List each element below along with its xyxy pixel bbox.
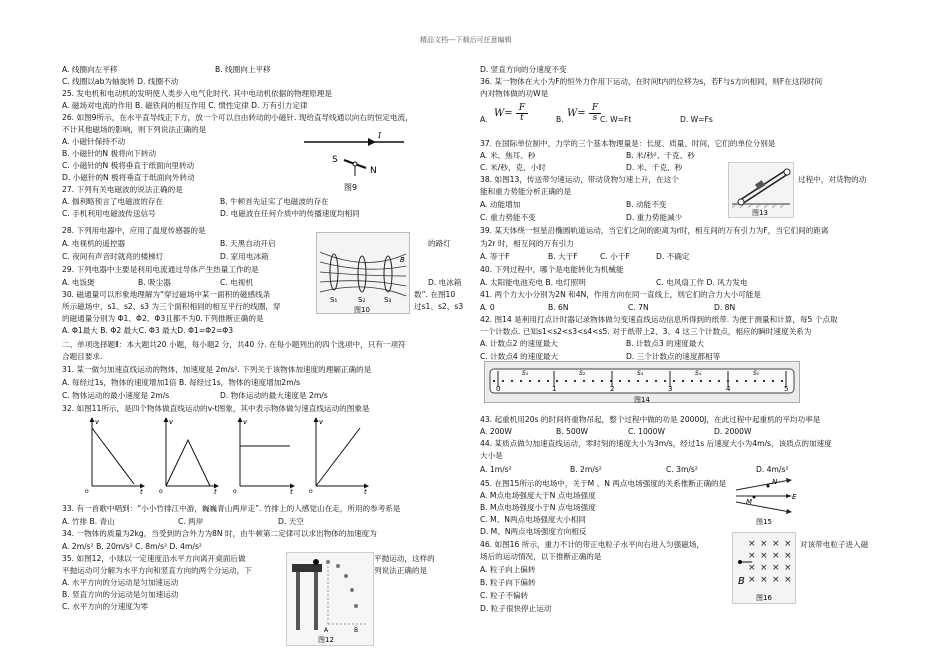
right-line: 38. 如图13，传送带匀速运动，带动货物匀速上升，在这个	[480, 175, 679, 184]
fig16-caption: 图16	[756, 594, 772, 602]
right-line: 内对物体做的功W是	[480, 89, 549, 98]
tape-dot	[646, 380, 648, 382]
tape-point-label: 0	[496, 385, 501, 393]
left-line: 数”. 在图10	[414, 290, 456, 299]
tape-dot	[511, 380, 513, 382]
tape-dot	[628, 380, 630, 382]
right-line: A. 等于F	[480, 252, 510, 261]
right-line: B. 动能不变	[626, 200, 667, 209]
left-line: 35. 如图12，小球以一定速度沿水平方向离开桌面后做	[62, 554, 246, 563]
right-line: 能和重力势能分析正确的是	[480, 187, 572, 196]
tape-dot	[709, 380, 711, 382]
svg-text:o: o	[309, 488, 313, 494]
left-line: 过s1、s2、s3	[414, 302, 464, 311]
left-line: 30. 磁通量可以形象地理解为“穿过磁场中某一面积的磁感线条	[62, 290, 271, 299]
right-line: C. 重力势能不变	[480, 213, 536, 222]
fig10-label-2: S₂	[358, 296, 366, 304]
fig10-label-b: B	[400, 256, 405, 264]
fig9-s-label: S	[332, 155, 338, 165]
left-line: A. Φ1最大 B. Φ2 最大C. Φ3 最大D. Φ1=Φ2=Φ3	[62, 326, 234, 335]
right-line: A. 粒子向上偏转	[480, 565, 536, 574]
left-line: A. 电视机的遥控器	[62, 239, 126, 248]
vt-graph-b	[159, 418, 218, 494]
right-line: A. 200W	[480, 427, 512, 436]
tape-dot	[673, 380, 675, 382]
right-line: D. 三个计数点的速度都相等	[626, 352, 721, 361]
b-field-cross: ×	[784, 563, 792, 573]
b-field-cross: ×	[748, 575, 756, 585]
tape-dot	[745, 380, 747, 382]
right-line: B. 500W	[556, 427, 589, 436]
formula-a-lhs: W=	[494, 108, 513, 119]
fig9-n-label: N	[370, 166, 377, 176]
right-line: 场后的运动情况，以下推断正确的是	[480, 552, 602, 561]
right-line: 过程中，对货物的动	[798, 175, 867, 184]
fig15-label-e: E	[792, 493, 797, 501]
right-line: A. M点电场强度大于N 点电场强度	[480, 491, 596, 500]
right-line: 42. 图14 是利用打点计时器记录物体做匀变速直线运动信息所得到的纸带. 为便于测量和计算，每5 个点取	[480, 315, 838, 324]
tape-dot	[754, 380, 756, 382]
figure-14	[484, 361, 800, 403]
left-line: A. 竹排 B. 青山	[62, 517, 115, 526]
left-line: A. 伽利略预言了电磁波的存在	[62, 197, 164, 206]
right-line: C. 3m/s²	[666, 465, 698, 474]
fig15-label-n: N	[772, 478, 778, 486]
svg-text:v: v	[95, 418, 100, 426]
left-line: D. 天空	[278, 517, 304, 526]
left-line: A. 每经过1s，物体的速度增加1倍 B. 每经过1s，物体的速度增加2m/s	[62, 378, 301, 387]
svg-text:t: t	[214, 488, 217, 494]
left-line: B. 牛顿首先证实了电磁波的存在	[220, 197, 329, 206]
left-line: 26. 如图9所示，在水平直导线正下方，放一个可以自由转动的小磁针. 现给直导线通以向右的恒定电流，	[62, 113, 413, 122]
b-field-cross: ×	[760, 575, 768, 585]
fig10-caption: 图10	[354, 306, 370, 314]
left-line: A. 线圈向左平移	[62, 65, 118, 74]
right-line: C. 1000W	[628, 427, 665, 436]
right-line: C. W=Ft	[600, 115, 632, 124]
fig16-label-b: B	[738, 576, 745, 587]
right-line: A. 太阳能电池充电 B. 电灯照明	[480, 278, 586, 287]
svg-text:t: t	[364, 488, 367, 494]
figure-10	[316, 232, 410, 314]
left-line: 的路灯	[428, 239, 451, 248]
tape-dot	[619, 380, 621, 382]
vt-graph-a	[85, 418, 144, 494]
left-line: 列说法正确的是	[374, 566, 428, 575]
vt-graph-d	[309, 418, 368, 494]
tape-seg-label: S₂	[579, 370, 586, 377]
figure-12	[286, 552, 374, 646]
tape-dot	[691, 380, 693, 382]
left-line: B. 吸尘器	[138, 278, 171, 287]
right-line: D. 竖直方向的分速度不变	[480, 65, 567, 74]
right-line: B. 大于F	[548, 252, 578, 261]
b-field-cross: ×	[748, 563, 756, 573]
left-line: 二、单项选择题Ⅱ：本大题共20 小题，每小题2 分，共40 分. 在每小题列出的四个选项中，只有一项符	[62, 340, 406, 349]
right-line: D. 粒子很快停止运动	[480, 604, 552, 613]
left-line: B. 小磁针的N 极将向下转动	[62, 149, 157, 158]
right-line: D. 不确定	[656, 252, 690, 261]
left-line: A. 小磁针保持不动	[62, 137, 126, 146]
tape-seg-label: S₁	[522, 370, 529, 377]
svg-text:t: t	[290, 488, 293, 494]
tape-point-label: 3	[668, 385, 673, 393]
right-line: 43. 起重机用20s 的时间将重物吊起，整个过程中做的功是 20000J，在此过程中起重机的平均功率是	[480, 415, 821, 424]
fig12-label-a: A	[324, 627, 329, 634]
tape-dot	[520, 380, 522, 382]
right-line: C. 小于F	[600, 252, 630, 261]
tape-dot	[664, 380, 666, 382]
tape-dot	[655, 380, 657, 382]
left-line: D. 小磁针的N 极将垂直于纸面向外转动	[62, 173, 195, 182]
figure-13	[728, 162, 794, 218]
right-line: B. 米/秒²、千克、秒	[626, 151, 695, 160]
right-line: C. 7N	[628, 303, 649, 312]
left-line: C. 两岸	[178, 517, 204, 526]
right-line: D. W=Fs	[680, 115, 713, 124]
left-line: 的磁通量分别为 Φ1、Φ2、Φ3且都不为0.下列推断正确的是	[62, 314, 264, 323]
tape-dot	[736, 380, 738, 382]
svg-text:t: t	[140, 488, 143, 494]
b-field-cross: ×	[760, 539, 768, 549]
page-header: 精品文档---下载后可任意编辑	[420, 36, 512, 44]
fig9-caption: 图9	[344, 183, 358, 192]
right-line: 45. 在图15所示的电场中，关于M 、N 两点电场强度的关系推断正确的是	[480, 479, 727, 488]
left-line: 34. 一物体的质量为2kg，当受到的合外力为8N 时，由牛顿第二定律可以求出物体的加速度为	[62, 529, 377, 538]
right-line: A. 1m/s²	[480, 465, 512, 474]
svg-text:o: o	[233, 488, 237, 494]
b-field-cross: ×	[772, 539, 780, 549]
right-line: D. 4m/s²	[756, 465, 789, 474]
tape-seg-label: S₄	[695, 370, 702, 377]
b-field-cross: ×	[748, 539, 756, 549]
b-field-cross: ×	[772, 551, 780, 561]
left-line: A. 磁场对电流的作用 B. 磁铁间的相互作用 C. 惯性定律 D. 万有引力定律	[62, 101, 308, 110]
right-line: D. 8N	[714, 303, 736, 312]
left-line: A. 水平方向的分运动是匀加速运动	[62, 578, 179, 587]
right-line: 46. 如图16 所示，重力不计的带正电粒子水平向右进入匀强磁场，	[480, 540, 705, 549]
left-line: 31. 某一做匀加速直线运动的物体，加速度是 2m/s². 下列关于该物体加速度的理解正确的是	[62, 365, 372, 374]
right-line: C. 电风扇工作 D. 风力发电	[656, 278, 748, 287]
left-line: 平抛运动，这样的	[374, 554, 435, 563]
tape-dot	[538, 380, 540, 382]
tape-dot	[556, 380, 558, 382]
right-line: 39. 某天体绕一恒星沿椭圆轨道运动，当它们之间的距离为r时，相互间的万有引力为F，当它们间的距离	[480, 226, 829, 235]
left-line: 32. 如图11所示，是四个物体做直线运动的v-t图象，其中表示物体做匀速直线运动的图象是	[62, 404, 370, 413]
right-line: C. 米/秒、克、小时	[480, 163, 546, 172]
formula-b-lhs: W=	[567, 108, 586, 119]
tape-point-label: 2	[610, 385, 615, 393]
right-line: 44. 某质点做匀加速直线运动，零时刻的速度大小为3m/s，经过1s 后速度大小为4m/s，该质点的加速度	[480, 439, 832, 448]
formula-b-num: F	[589, 104, 601, 114]
fig14-caption: 图14	[634, 396, 650, 403]
left-line: 28. 下列用电器中，应用了温度传感器的是	[62, 226, 206, 235]
svg-text:v: v	[169, 418, 174, 426]
right-line: 大小是	[480, 451, 503, 460]
right-line: D. M、N两点电场强度方向相反	[480, 527, 587, 536]
tape-dot	[493, 380, 495, 382]
tape-dot	[637, 380, 639, 382]
left-line: 平抛运动可分解为水平方向和竖直方向的两个分运动，下	[62, 566, 252, 575]
b-field-cross: ×	[748, 551, 756, 561]
left-line: 合题目要求.	[62, 352, 103, 361]
formula-b-den: s	[592, 113, 598, 123]
right-line: D. 重力势能减少	[626, 213, 683, 222]
figure-16	[732, 532, 796, 604]
left-line: B. 线圈向上平移	[215, 65, 271, 74]
left-line: C. 电视机	[220, 278, 253, 287]
formula-b	[567, 104, 601, 123]
fig15-label-m: M	[746, 498, 753, 506]
tape-dot	[772, 380, 774, 382]
left-line: C. 水平方向的分速度为零	[62, 602, 149, 611]
b-field-cross: ×	[772, 575, 780, 585]
tape-dot	[682, 380, 684, 382]
vt-graph-c	[233, 418, 294, 494]
right-line: 对该带电粒子进入磁	[800, 540, 869, 549]
fig15-caption: 图15	[756, 518, 772, 526]
right-line: B. 6N	[548, 303, 569, 312]
right-line: B. 计数点3 的速度最大	[626, 339, 705, 348]
fig13-caption: 图13	[752, 209, 768, 217]
b-field-cross: ×	[784, 539, 792, 549]
tape-point-label: 4	[726, 385, 731, 393]
tape-dot	[502, 380, 504, 382]
left-line: 33. 有一首歌中唱到：“小小竹排江中游，巍巍青山两岸走”. 竹排上的人感觉山在走，所用的参考系是	[62, 504, 401, 513]
right-line: D. 米、千克、秒	[626, 163, 683, 172]
left-line: D. 电磁波在任何介质中的传播速度均相同	[220, 209, 360, 218]
formula-a	[494, 104, 528, 123]
tape-dot	[700, 380, 702, 382]
tape-point-label: 5	[784, 385, 789, 393]
right-line: 一个计数点. 已知s1<s2<s3<s4<s5. 对于纸带上2、3、4 这三个计数点，相应的瞬时速度关系为	[480, 327, 812, 336]
right-line: B. M点电场强度小于N 点电场强度	[480, 503, 596, 512]
fig10-label-3: S₃	[384, 296, 392, 304]
tape-point-label: 1	[552, 385, 557, 393]
tape-dot	[763, 380, 765, 382]
svg-text:v: v	[243, 418, 248, 426]
tape-dot	[583, 380, 585, 382]
tape-dot	[547, 380, 549, 382]
left-line: A. 2m/s² B. 20m/s² C. 8m/s² D. 4m/s²	[62, 542, 202, 551]
b-field-cross: ×	[784, 575, 792, 585]
right-line: 41. 两个力大小分别为2N 和4N，作用方向在同一直线上，则它们的合力大小可能是	[480, 290, 761, 299]
tape-dot	[601, 380, 603, 382]
figure-15	[732, 472, 798, 530]
left-line: D. 电冰箱	[428, 278, 462, 287]
left-line: C. 小磁针的N 极将垂直于纸面向里转动	[62, 161, 195, 170]
tape-seg-label: S₃	[637, 370, 644, 377]
svg-text:v: v	[319, 418, 324, 426]
left-line: 25. 发电机和电动机的发明使人类步入电气化时代. 其中电动机依据的物理原理是	[62, 89, 332, 98]
formula-a-num: F	[516, 104, 528, 114]
tape-dot	[565, 380, 567, 382]
tape-dot	[781, 380, 783, 382]
right-line: B.	[556, 115, 564, 124]
left-line: D. 物体运动的最大速度是 2m/s	[220, 391, 328, 400]
b-field-cross: ×	[760, 551, 768, 561]
left-line: 27. 下列有关电磁波的说法正确的是	[62, 185, 183, 194]
left-line: 所示磁场中，s1、s2、s3 为三个面积相同的相互平行的线圈，穿	[62, 302, 281, 311]
right-line: 40. 下列过程中，哪个是电能转化为机械能	[480, 265, 624, 274]
right-line: 为2r 时，相互间的万有引力	[480, 239, 574, 248]
formula-a-den: t	[520, 113, 524, 123]
b-field-cross: ×	[760, 563, 768, 573]
svg-text:o: o	[85, 488, 89, 494]
right-line: A. 0	[480, 303, 495, 312]
right-line: C. 计数点4 的速度最大	[480, 352, 559, 361]
tape-dot	[718, 380, 720, 382]
left-line: C. 物体运动的最小速度是 2m/s	[62, 391, 170, 400]
right-line: 36. 某一物体在大小为F的恒外力作用下运动，在时间t内的位移为s，若F与s方向相同，则F在这段时间	[480, 77, 823, 86]
right-line: B. 2m/s²	[570, 465, 602, 474]
right-line: C. 粒子不偏转	[480, 591, 529, 600]
fig12-label-b: B	[354, 627, 359, 634]
fig9-current-label: I	[378, 131, 382, 140]
left-line: 29. 下列电器中主要是利用电流通过导体产生热量工作的是	[62, 265, 259, 274]
b-field-cross: ×	[772, 563, 780, 573]
left-line: B. 竖直方向的分运动是匀加速运动	[62, 590, 179, 599]
fig12-caption: 图12	[318, 636, 334, 644]
right-line: A. 计数点2 的速度最大	[480, 339, 558, 348]
tape-dot	[529, 380, 531, 382]
figure-11	[82, 414, 372, 494]
b-field-cross: ×	[784, 551, 792, 561]
left-line: 不计其他磁场的影响，则下列说法正确的是	[62, 125, 207, 134]
fig10-label-1: S₁	[330, 296, 338, 304]
left-line: C. 夜间有声音时就亮的楼梯灯	[62, 252, 164, 261]
right-line: C. M、N两点电场强度大小相同	[480, 515, 586, 524]
tape-dot	[592, 380, 594, 382]
right-line: B. 粒子向下偏转	[480, 578, 536, 587]
right-line: D. 2000W	[714, 427, 752, 436]
right-line: A. 米、焦耳、秒	[480, 151, 536, 160]
figure-9	[300, 128, 410, 194]
left-line: C. 手机利用电磁波传送信号	[62, 209, 156, 218]
right-line: 37. 在国际单位制中，力学的三个基本物理量是：长度、质量、时间，它们的单位分别是	[480, 139, 776, 148]
left-line: C. 线圈以ab为轴旋转 D. 线圈不动	[62, 77, 179, 86]
right-line: A.	[480, 115, 488, 124]
left-line: D. 家用电冰箱	[220, 252, 269, 261]
right-line: A. 动能增加	[480, 200, 521, 209]
tape-dot	[574, 380, 576, 382]
tape-seg-label: S₅	[753, 370, 760, 377]
svg-text:o: o	[159, 488, 163, 494]
left-line: B. 天黑自动开启	[220, 239, 276, 248]
left-line: A. 电饭煲	[62, 278, 95, 287]
